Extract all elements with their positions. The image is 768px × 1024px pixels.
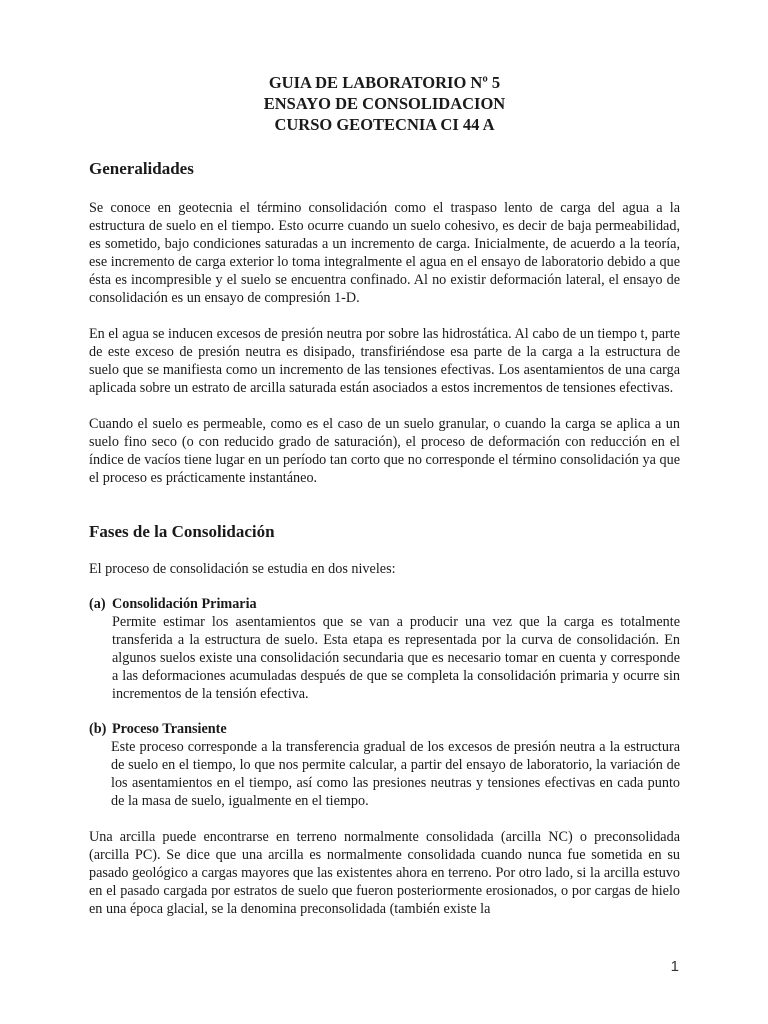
title-line-2: ENSAYO DE CONSOLIDACION [263,94,506,113]
item-title [89,720,680,738]
heading-fases: Fases de la Consolidación [89,522,275,541]
item-body: Permite estimar los asentamientos que se van a producir una vez que la carga es totalmente transferida a la estructura de suelo. Esta etapa es representada por la curva de consolidación. En algunos suelos existe una consolidación secundaria que es necesario tomar en cuenta y corresponde a las deformaciones acumuladas después de que se completa la consolidación primaria y ocurre sin incrementos de la tensión efectiva. [112,614,680,702]
paragraph-arcilla: Una arcilla puede encontrarse en terreno normalmente consolidada (arcilla NC) o preconsolidada (arcilla PC). Se dice que una arcilla es normalmente consolidada cuando nunca fue sometida en su pasado geológico a cargas mayores que las existentes ahora en terreno. Por otro lado, si la arcilla estuvo en el pasado cargada por estratos de suelo que fueron posteriormente erosionados, o por cargas de hielo en una época glacial, se la denomina preconsolidada (también existe la [89,829,680,917]
item-title-text: Consolidación Primaria [112,596,257,612]
paragraph-fases-intro: El proceso de consolidación se estudia en dos niveles: [89,561,396,577]
paragraph-generalidades-1: Se conoce en geotecnia el término consolidación como el traspaso lento de carga del agua a la estructura de suelo en el tiempo. Esto ocurre cuando un suelo cohesivo, es decir de baja permeabilidad, es sometido, bajo condiciones saturadas a un incremento de carga. Inicialmente, de acuerdo a la teoría, ese incremento de carga exterior lo toma integralmente el agua en el ensayo de laboratorio debido a que ésta es incompresible y el suelo se encuentra confinado. Al no existir deformación lateral, el ensayo de consolidación es un ensayo de compresión 1-D. [89,200,680,306]
paragraph-generalidades-3: Cuando el suelo es permeable, como es el caso de un suelo granular, o cuando la carga se aplica a un suelo fino seco (o con reducido grado de saturación), el proceso de deformación con reducción en el índice de vacíos tiene lugar en un período tan corto que no corresponde el término consolidación ya que el proceso es prácticamente instantáneo. [89,416,680,486]
document-page [89,72,680,918]
title-line-3: CURSO GEOTECNIA CI 44 A [274,115,495,134]
heading-generalidades: Generalidades [89,159,194,178]
item-title [89,595,680,613]
item-letter: (a) [89,596,106,612]
paragraph-generalidades-2: En el agua se inducen excesos de presión neutra por sobre las hidrostática. Al cabo de un tiempo t, parte de este exceso de presión neutra es disipado, transfiriéndose esa parte de la carga a la estructura de suelo que se manifiesta como un incremento de las tensiones efectivas. Los asentamientos de una carga aplicada sobre un estrato de arcilla saturada están asociados a estos incrementos de tensiones efectivas. [89,326,680,396]
item-letter: (b) [89,721,107,737]
page-number: 1 [670,958,679,975]
list-item-proceso-transiente [89,720,680,810]
item-title-text: Proceso Transiente [112,721,227,737]
item-body: Este proceso corresponde a la transferencia gradual de los excesos de presión neutra a la estructura de suelo en el tiempo, lo que nos permite calcular, a partir del ensayo de laboratorio, la variación de los asentamientos en el tiempo, así como las presiones neutras y tensiones efectivas en cada punto de la masa de suelo, igualmente en el tiempo. [111,739,680,809]
document-title [89,72,680,135]
title-line-1: GUIA DE LABORATORIO Nº 5 [268,73,501,92]
list-item-consolidacion-primaria [89,595,680,703]
